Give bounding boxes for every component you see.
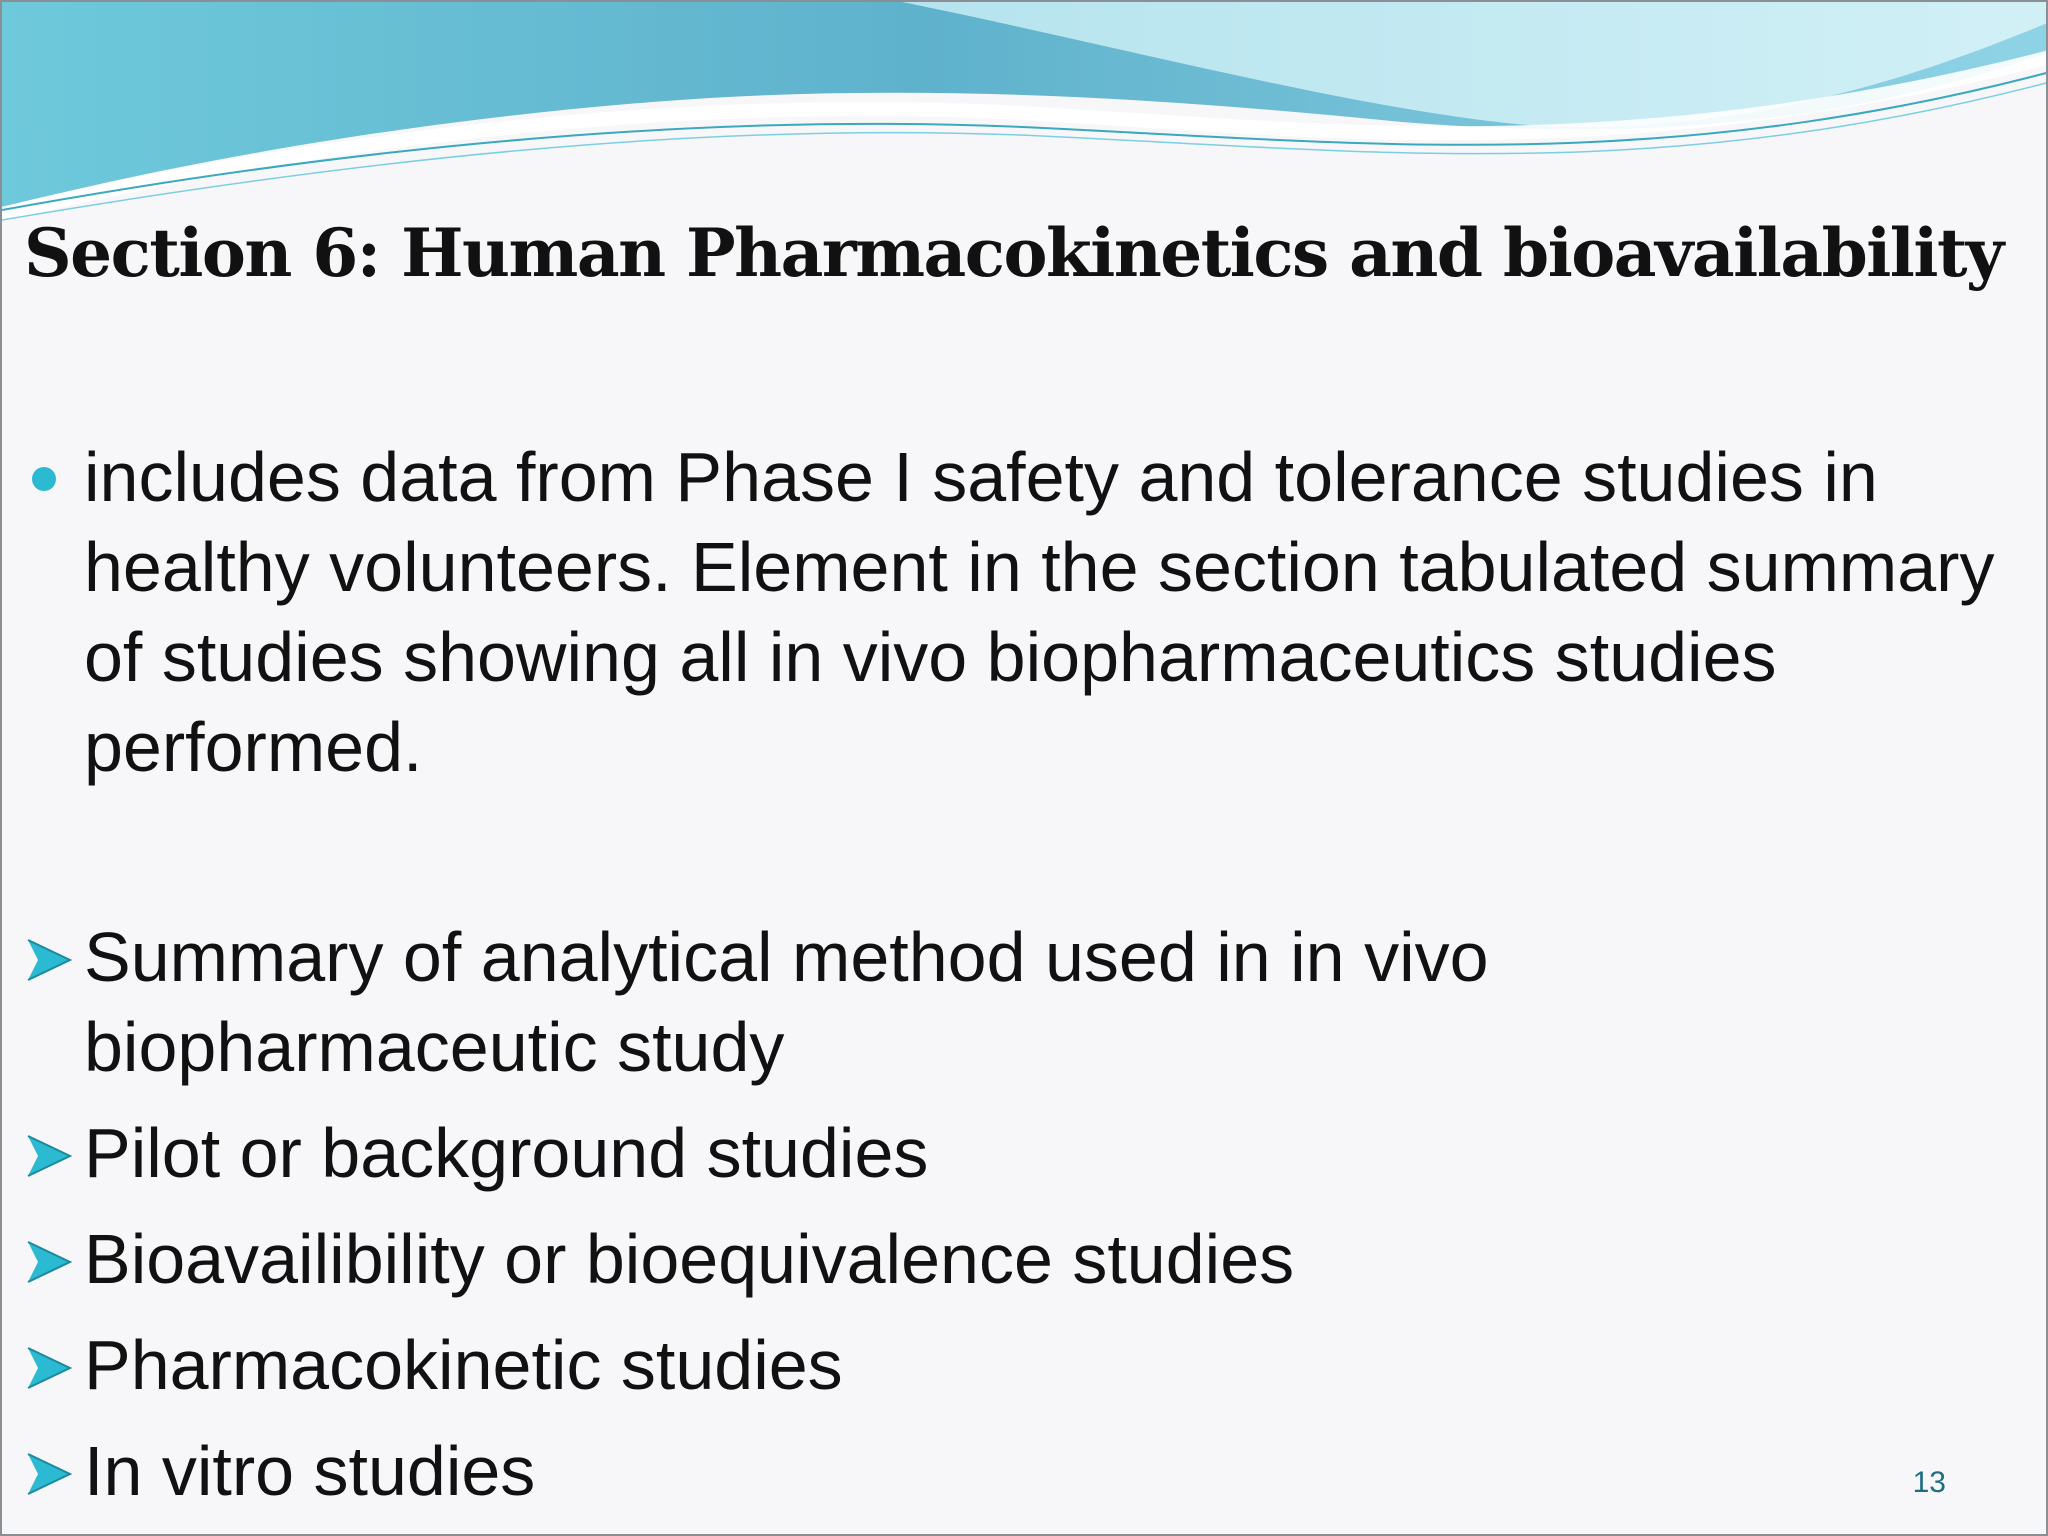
list-item-label: Bioavailibility or bioequivalence studies <box>84 1220 1295 1298</box>
sub-bullet-list <box>24 912 1704 1532</box>
arrow-bullet-icon <box>24 1344 74 1392</box>
slide-title: Section 6: Human Pharmacokinetics and bioavailability <box>24 214 2003 292</box>
list-item-label: Pharmacokinetic studies <box>84 1326 843 1404</box>
page-number: 13 <box>1912 1466 1946 1499</box>
list-item-label: In vitro studies <box>84 1432 536 1510</box>
dot-bullet-icon <box>32 467 56 491</box>
list-item <box>24 1108 1704 1198</box>
list-item <box>24 1214 1704 1304</box>
arrow-bullet-icon <box>24 936 74 984</box>
list-item <box>24 1320 1704 1410</box>
arrow-bullet-icon <box>24 1132 74 1180</box>
arrow-bullet-icon <box>24 1450 74 1498</box>
list-item-label: Pilot or background studies <box>84 1114 929 1192</box>
list-item-label: Summary of analytical method used in in vivo biopharmaceutic study <box>84 918 1489 1086</box>
list-item <box>24 912 1704 1092</box>
main-bullet-text: includes data from Phase I safety and tolerance studies in healthy volunteers. Element in the section tabulated summary of studies showing all in vivo biopharmaceutics studies performed. <box>84 438 1995 786</box>
arrow-bullet-icon <box>24 1238 74 1286</box>
wave-header-decoration <box>2 2 2048 242</box>
list-item <box>24 1426 1704 1516</box>
